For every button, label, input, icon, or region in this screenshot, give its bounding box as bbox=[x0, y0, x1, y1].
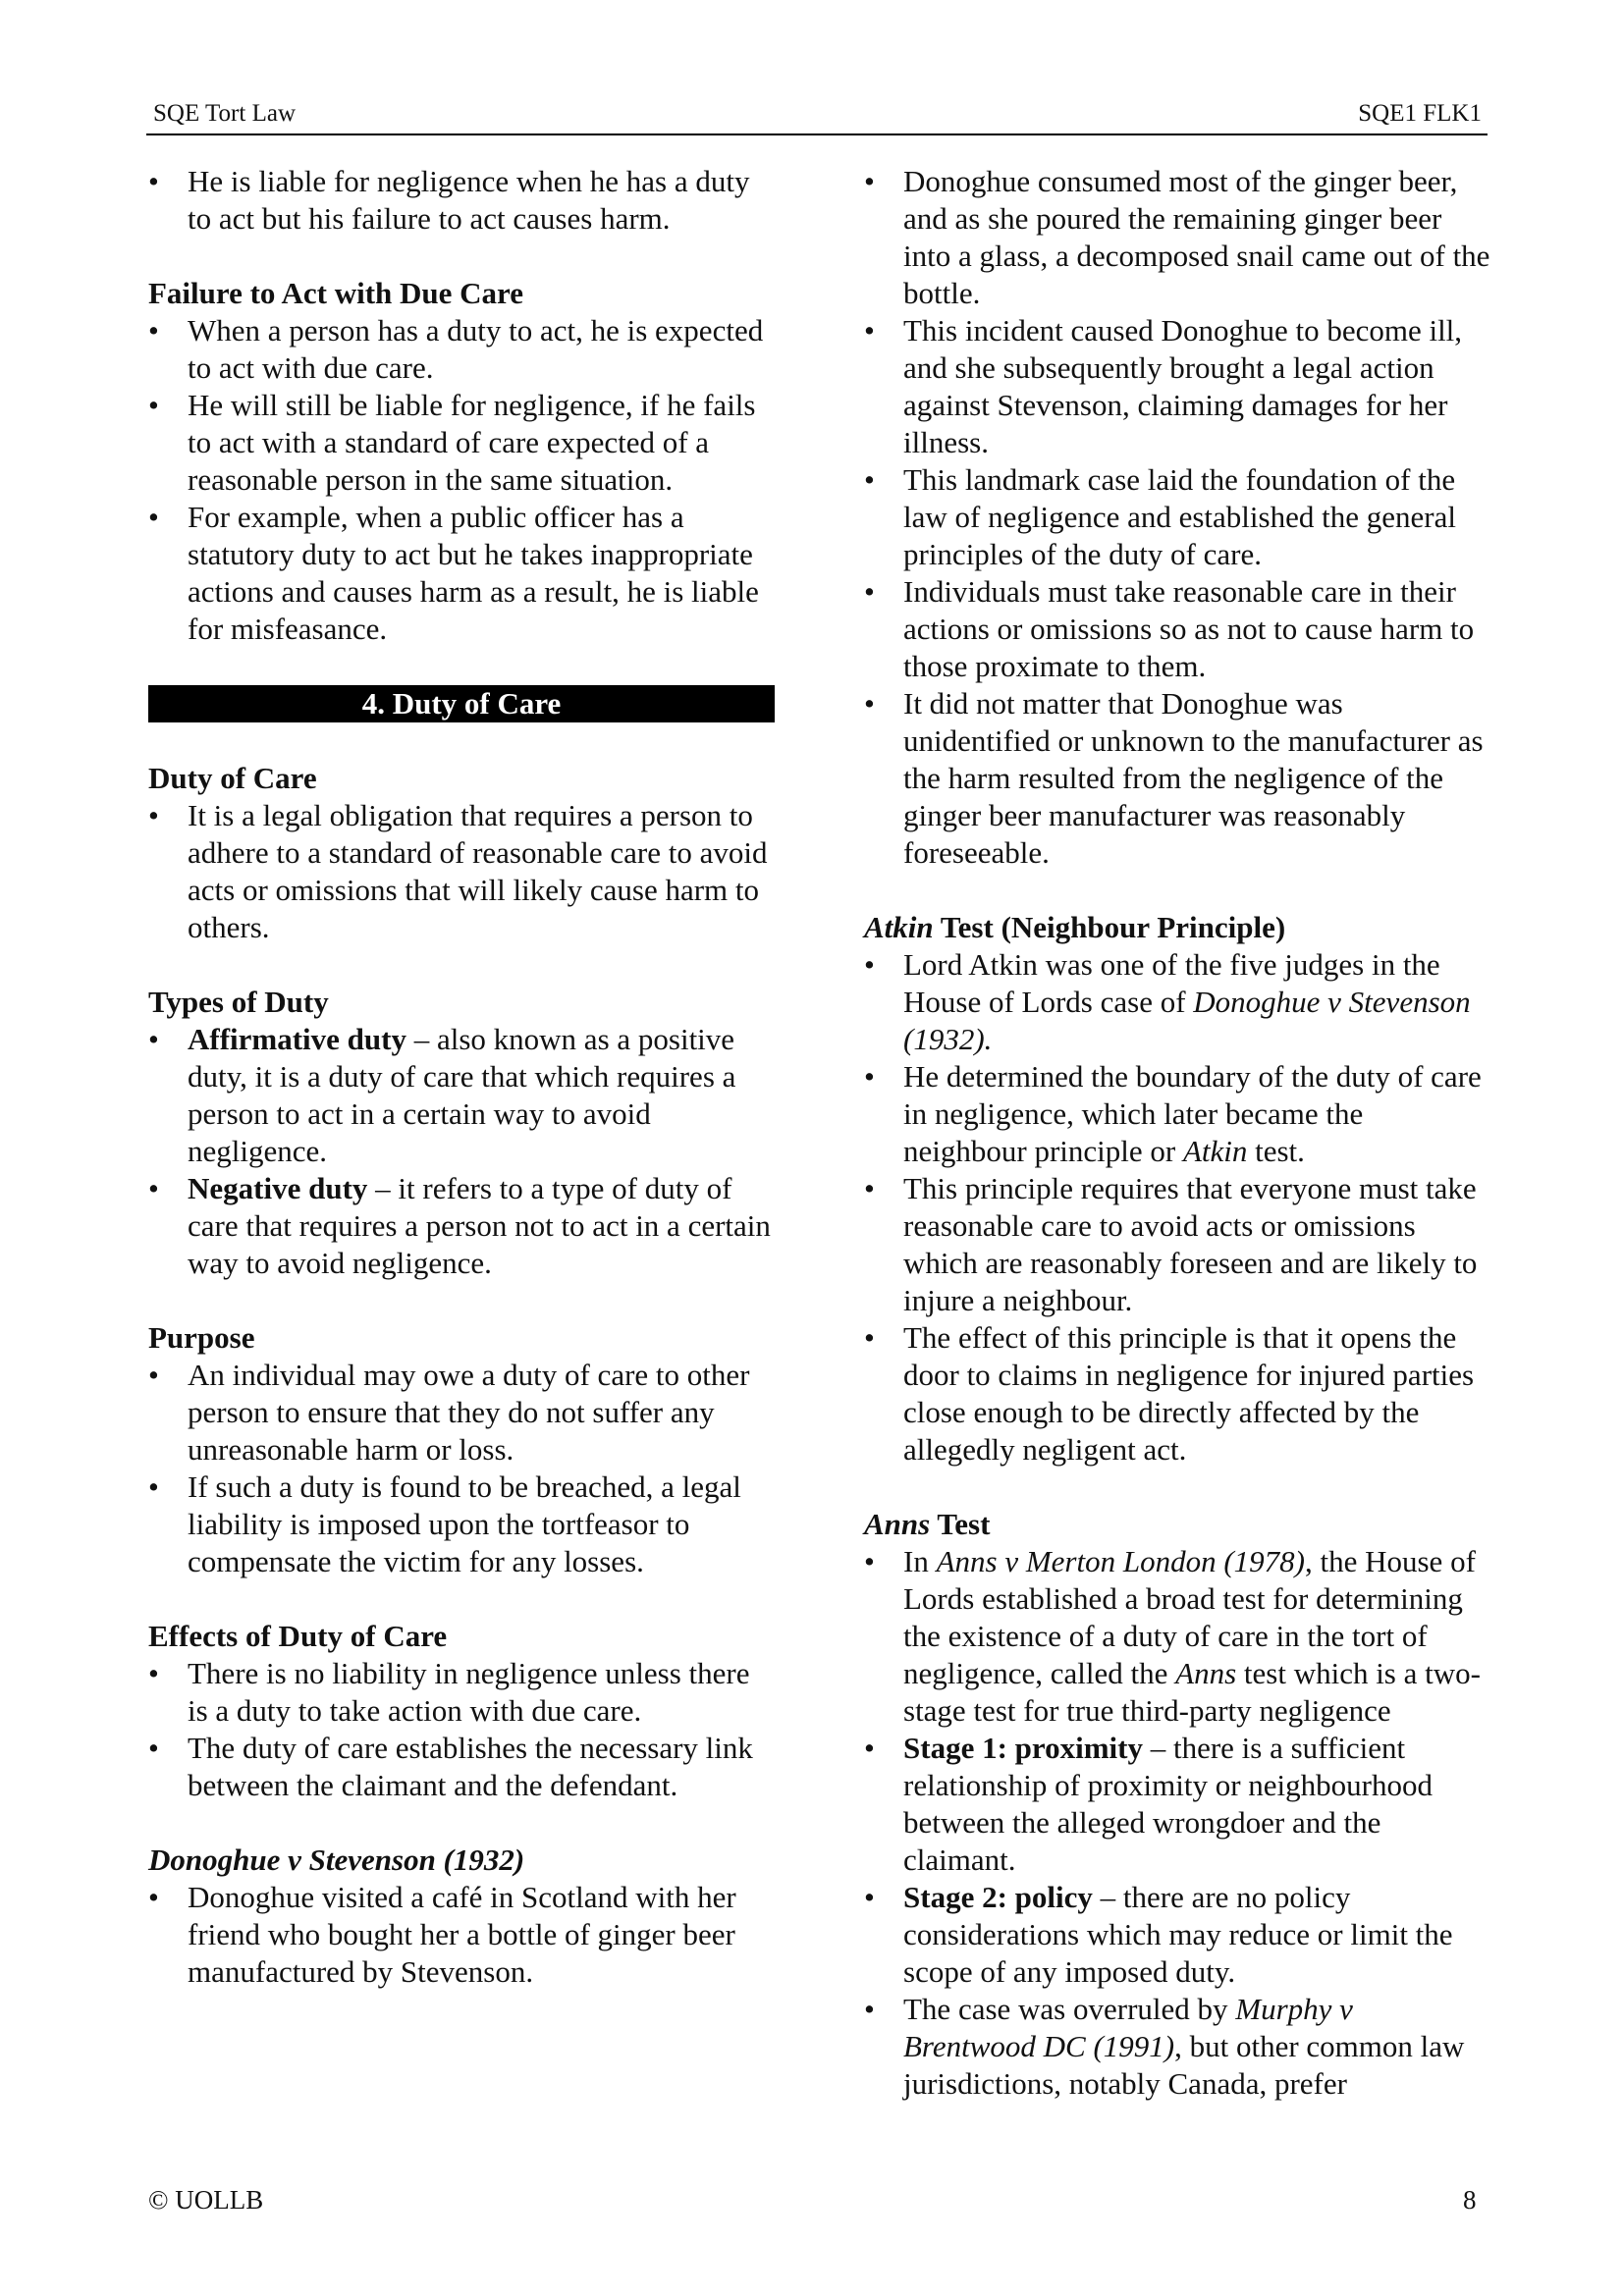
list-item bbox=[864, 946, 1492, 1058]
list-item: • It did not matter that Donoghue was unidentified or unknown to the manufacturer as the harm resulted from the negligence of the ginger beer manufacturer was reasonably foreseeable. bbox=[864, 685, 1492, 872]
negative-text: – it refers to a type of duty of care that requires a person not to act in a certain way to avoid negligence. bbox=[188, 1171, 771, 1280]
case-citation: Donoghue v Stevenson (1932). bbox=[903, 985, 1471, 1056]
heading-atkin-rest: Test (Neighbour Principle) bbox=[933, 910, 1286, 944]
atkin-item2-end: test. bbox=[1247, 1134, 1305, 1168]
list-item: • It is a legal obligation that requires a person to adhere to a standard of reasonable care to avoid acts or omissions that will likely cause harm to others. bbox=[148, 797, 773, 946]
heading-anns-test bbox=[864, 1506, 1492, 1543]
list-item bbox=[864, 1543, 1492, 1730]
atkin-item2-text: He determined the boundary of the duty of care in negligence, which later became the neighbour principle or bbox=[903, 1059, 1482, 1168]
term-negative: Negative duty bbox=[188, 1171, 368, 1205]
footer-copyright: © UOLLB bbox=[148, 2185, 264, 2215]
list-item: • Individuals must take reasonable care in their actions or omissions so as not to cause harm to those proximate to them. bbox=[864, 573, 1492, 685]
list-item: • There is no liability in negligence unless there is a duty to take action with due care. bbox=[148, 1655, 773, 1730]
list-item: • This incident caused Donoghue to become ill, and she subsequently brought a legal action against Stevenson, claiming damages for her illness. bbox=[864, 312, 1492, 461]
types-list bbox=[148, 1021, 773, 1282]
list-item: • This landmark case laid the foundation of the law of negligence and established the general principles of the duty of care. bbox=[864, 461, 1492, 573]
heading-purpose: Purpose bbox=[148, 1320, 255, 1355]
list-item-affirmative bbox=[148, 1021, 773, 1170]
heading-donoghue: Donoghue v Stevenson (1932) bbox=[148, 1842, 525, 1877]
heading-atkin-italic: Atkin bbox=[864, 910, 934, 944]
anns-item1-end: test which is a two-stage test for true third-party negligence bbox=[903, 1656, 1481, 1728]
anns-item1-mid: , the House of Lords established a broad test for determining the existence of a duty of care in the tort of negligence, called the bbox=[903, 1544, 1476, 1690]
atkin-item1-text: Lord Atkin was one of the five judges in the House of Lords case of bbox=[903, 947, 1440, 1019]
list-item: • He will still be liable for negligence, if he fails to act with a standard of care expected of a reasonable person in the same situation. bbox=[148, 387, 773, 499]
list-item bbox=[864, 1991, 1492, 2103]
page-number: 8 bbox=[1463, 2185, 1477, 2215]
stage1-text: – there is a sufficient relationship of proximity or neighbourhood between the alleged wrongdoer and the claimant. bbox=[903, 1731, 1433, 1877]
list-item: • This principle requires that everyone must take reasonable care to avoid acts or omissions which are reasonably foreseen and are likely to injure a neighbour. bbox=[864, 1170, 1492, 1319]
atkin-list bbox=[864, 946, 1492, 1468]
list-item: • When a person has a duty to act, he is expected to act with due care. bbox=[148, 312, 773, 387]
list-item: • An individual may owe a duty of care to other person to ensure that they do not suffer any unreasonable harm or loss. bbox=[148, 1357, 773, 1468]
heading-duty-of-care: Duty of Care bbox=[148, 761, 317, 795]
anns-list bbox=[864, 1543, 1492, 2103]
effects-list bbox=[148, 1655, 773, 1804]
anns-item4-pre: The case was overruled by bbox=[903, 1992, 1236, 2026]
affirmative-text: – also known as a positive duty, it is a duty of care that which requires a person to act in a certain way to avoid negligence. bbox=[188, 1022, 736, 1168]
heading-anns-rest: Test bbox=[930, 1507, 991, 1541]
heading-anns-italic: Anns bbox=[864, 1507, 931, 1541]
list-item: • For example, when a public officer has a statutory duty to act but he takes inappropriate actions and causes harm as a result, he is liable for misfeasance. bbox=[148, 499, 773, 648]
left-column bbox=[148, 163, 773, 1991]
donoghue-list-continued bbox=[864, 163, 1492, 872]
term-stage2: Stage 2: policy bbox=[903, 1880, 1093, 1914]
heading-types-of-duty: Types of Duty bbox=[148, 985, 329, 1019]
term-stage1: Stage 1: proximity bbox=[903, 1731, 1143, 1765]
heading-atkin-test bbox=[864, 909, 1492, 946]
list-item: • The duty of care establishes the necessary link between the claimant and the defendant. bbox=[148, 1730, 773, 1804]
page-header bbox=[146, 96, 1488, 135]
list-item bbox=[864, 1058, 1492, 1170]
case-citation: Murphy v Brentwood DC (1991) bbox=[903, 1992, 1353, 2063]
header-code: SQE1 FLK1 bbox=[1358, 100, 1482, 127]
intro-list bbox=[148, 163, 773, 238]
purpose-list bbox=[148, 1357, 773, 1580]
anns-item1-pre: In bbox=[903, 1544, 937, 1578]
failure-list bbox=[148, 312, 773, 648]
atkin-italic: Atkin bbox=[1182, 1134, 1248, 1168]
anns-italic: Anns bbox=[1175, 1656, 1237, 1690]
list-item: • Donoghue visited a café in Scotland with her friend who bought her a bottle of ginger beer manufactured by Stevenson. bbox=[148, 1879, 773, 1991]
heading-effects: Effects of Duty of Care bbox=[148, 1619, 448, 1653]
term-affirmative: Affirmative duty bbox=[188, 1022, 406, 1056]
section-title-bar: 4. Duty of Care bbox=[148, 685, 775, 722]
heading-failure-to-act: Failure to Act with Due Care bbox=[148, 276, 523, 310]
anns-item4-end: , but other common law jurisdictions, notably Canada, prefer bbox=[903, 2029, 1465, 2101]
donoghue-list-start bbox=[148, 1879, 773, 1991]
list-item-stage1 bbox=[864, 1730, 1492, 1879]
list-item: • If such a duty is found to be breached, a legal liability is imposed upon the tortfeasor to compensate the victim for any losses. bbox=[148, 1468, 773, 1580]
list-item: • Donoghue consumed most of the ginger beer, and as she poured the remaining ginger beer into a glass, a decomposed snail came out of the bottle. bbox=[864, 163, 1492, 312]
list-item: • The effect of this principle is that it opens the door to claims in negligence for injured parties close enough to be directly affected by the allegedly negligent act. bbox=[864, 1319, 1492, 1468]
right-column bbox=[864, 163, 1492, 2103]
list-item-negative bbox=[148, 1170, 773, 1282]
list-item-stage2 bbox=[864, 1879, 1492, 1991]
case-citation: Anns v Merton London (1978) bbox=[936, 1544, 1305, 1578]
duty-list bbox=[148, 797, 773, 946]
list-item: • He is liable for negligence when he has a duty to act but his failure to act causes harm. bbox=[148, 163, 773, 238]
header-title: SQE Tort Law bbox=[153, 100, 296, 127]
stage2-text: – there are no policy considerations which may reduce or limit the scope of any imposed duty. bbox=[903, 1880, 1453, 1989]
